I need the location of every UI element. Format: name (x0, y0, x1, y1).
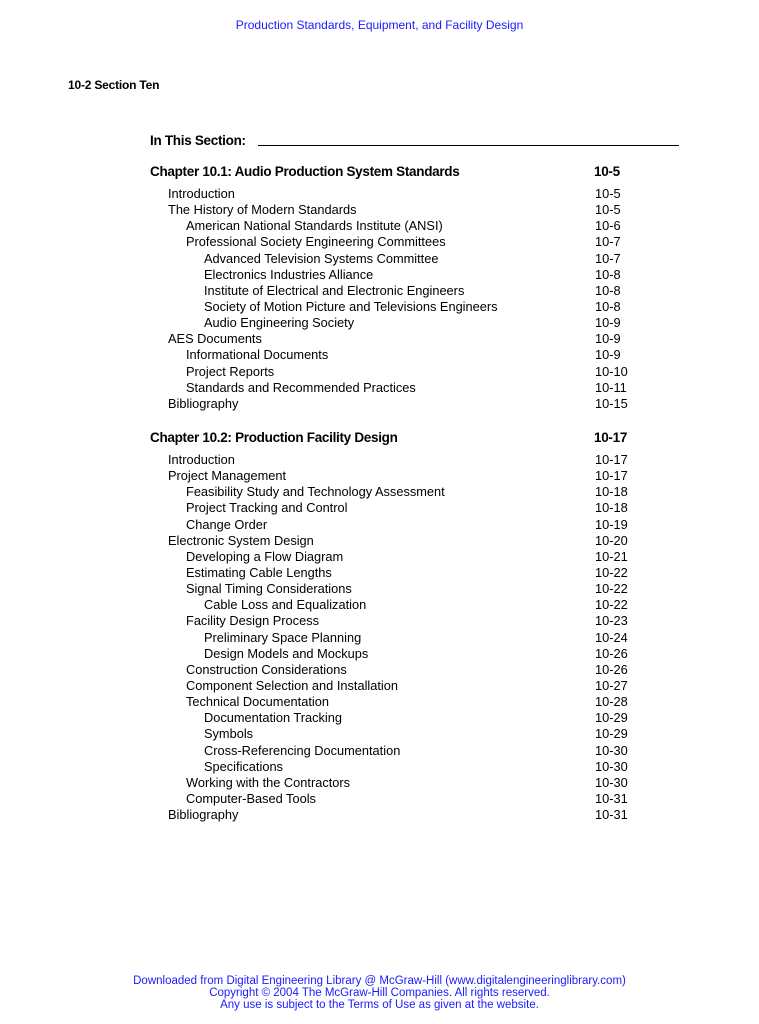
toc-entry-list (150, 452, 630, 823)
toc-entry (150, 775, 630, 791)
toc-entry-page: 10-17 (595, 468, 628, 484)
toc-entry-page: 10-22 (595, 597, 628, 613)
toc-entry-title: Introduction (168, 452, 235, 467)
toc-entry-page: 10-30 (595, 758, 628, 774)
toc-entry-title: Change Order (186, 516, 268, 532)
toc-entry-page: 10-31 (595, 790, 628, 806)
in-this-section-label: In This Section: (150, 133, 246, 148)
toc-entry-title: Standards and Recommended Practices (186, 379, 416, 395)
toc-entry-title: Institute of Electrical and Electronic Engineers (204, 282, 465, 298)
toc-entry-title: The History of Modern Standards (168, 202, 357, 218)
toc-entry-page: 10-15 (595, 395, 628, 411)
toc-entry-title: Project Tracking and Control (186, 500, 348, 516)
toc-entry-page: 10-21 (595, 548, 628, 564)
toc-entry-page: 10-26 (595, 661, 628, 677)
toc-entry-title: Signal Timing Considerations (186, 581, 352, 597)
toc-entry-title: Advanced Television Systems Committee (204, 250, 439, 266)
toc-entry-page: 10-29 (595, 726, 628, 742)
chapter-title: Chapter 10.2: Production Facility Design (150, 430, 398, 445)
toc-entry (150, 484, 630, 500)
toc-entry (150, 283, 630, 299)
toc-entry-page: 10-7 (595, 250, 621, 266)
toc-entry-page: 10-10 (595, 363, 628, 379)
toc-entry-page: 10-22 (595, 581, 628, 597)
toc-entry (150, 662, 630, 678)
toc-entry-title: Symbols (204, 726, 254, 742)
toc-entry (150, 759, 630, 775)
toc-entry-title: Developing a Flow Diagram (186, 548, 344, 564)
toc-entry (150, 581, 630, 597)
toc-entry (150, 710, 630, 726)
toc-entry-title: Society of Motion Picture and Televisions Engineers (204, 298, 498, 314)
toc-entry-title: Specifications (204, 758, 283, 774)
toc-entry (150, 364, 630, 380)
toc-entry-title: Informational Documents (186, 347, 329, 363)
heading-rule (258, 145, 679, 146)
toc-entry-title: Working with the Contractors (186, 774, 351, 790)
toc-entry-title: Technical Documentation (186, 694, 329, 710)
toc-entry-page: 10-30 (595, 774, 628, 790)
toc-entry-page: 10-30 (595, 742, 628, 758)
page-header: 10-2 Section Ten (68, 78, 160, 92)
toc-entry-page: 10-27 (595, 677, 628, 693)
toc-entry-title: Preliminary Space Planning (204, 629, 362, 645)
toc-entry-page: 10-6 (595, 218, 621, 234)
toc-entry-list (150, 186, 630, 412)
toc-entry-page: 10-22 (595, 564, 628, 580)
toc-entry-page: 10-8 (595, 298, 621, 314)
toc-entry (150, 315, 630, 331)
toc-entry (150, 694, 630, 710)
toc-entry (150, 791, 630, 807)
toc-entry (150, 517, 630, 533)
toc-entry (150, 396, 630, 412)
toc-entry-title: Bibliography (168, 807, 239, 823)
toc-entry-page: 10-23 (595, 613, 628, 629)
chapter-page-number: 10-5 (594, 164, 620, 179)
footer-terms-line[interactable]: Any use is subject to the Terms of Use as given at the website. (220, 998, 539, 1011)
footer-download-line[interactable]: Downloaded from Digital Engineering Library @ McGraw-Hill (www.digitalengineeringlibrary.com) (133, 975, 626, 987)
toc-entry-page: 10-17 (595, 452, 628, 467)
toc-entry-page: 10-5 (595, 202, 621, 218)
top-banner: Production Standards, Equipment, and Facility Design (235, 18, 524, 32)
toc-entry (150, 202, 630, 218)
toc-entry (150, 186, 630, 202)
toc-entry-page: 10-9 (595, 347, 621, 363)
toc-entry-page: 10-8 (595, 282, 621, 298)
toc-entry-page: 10-31 (595, 807, 628, 823)
toc-entry-title: Computer-Based Tools (186, 790, 316, 806)
toc-entry (150, 533, 630, 549)
toc-entry (150, 234, 630, 250)
footer-notice (0, 976, 759, 1011)
toc-entry (150, 646, 630, 662)
toc-entry (150, 452, 630, 468)
toc-entry-title: Feasibility Study and Technology Assessment (186, 484, 445, 500)
toc-entry-title: Professional Society Engineering Committees (186, 234, 446, 250)
toc-entry-page: 10-5 (595, 186, 621, 201)
toc-entry (150, 597, 630, 613)
chapter-title: Chapter 10.1: Audio Production System Standards (150, 164, 460, 179)
toc-entry-page: 10-19 (595, 516, 628, 532)
toc-entry-title: Project Management (168, 468, 287, 484)
chapter-heading (150, 164, 630, 186)
toc-entry-title: Cable Loss and Equalization (204, 597, 367, 613)
toc-entry-title: Documentation Tracking (204, 710, 342, 726)
toc-entry (150, 380, 630, 396)
toc-entry-page: 10-24 (595, 629, 628, 645)
toc-entry-page: 10-26 (595, 645, 628, 661)
toc-entry-page: 10-28 (595, 694, 628, 710)
toc-entry-page: 10-11 (595, 379, 627, 395)
toc-entry (150, 549, 630, 565)
toc-entry (150, 218, 630, 234)
toc-entry (150, 613, 630, 629)
toc-entry-title: Electronics Industries Alliance (204, 266, 374, 282)
chapter-page-number: 10-17 (594, 430, 628, 445)
toc-entry-title: Introduction (168, 186, 235, 201)
toc-entry (150, 267, 630, 283)
toc-entry-title: Bibliography (168, 395, 239, 411)
toc-entry-title: Project Reports (186, 363, 275, 379)
in-this-section-heading (150, 130, 679, 148)
chapter-heading (150, 430, 630, 452)
chapter-toc-10-2 (150, 430, 630, 823)
toc-entry-title: Design Models and Mockups (204, 645, 369, 661)
toc-entry (150, 251, 630, 267)
toc-entry-page: 10-18 (595, 500, 628, 516)
chapter-toc-10-1 (150, 164, 630, 412)
toc-entry (150, 678, 630, 694)
toc-entry-page: 10-8 (595, 266, 621, 282)
toc-entry-page: 10-9 (595, 315, 621, 331)
footer-copyright-line: Copyright © 2004 The McGraw-Hill Companies. All rights reserved. (209, 986, 550, 999)
toc-entry (150, 630, 630, 646)
toc-entry (150, 468, 630, 484)
toc-entry-title: Estimating Cable Lengths (186, 564, 332, 580)
toc-entry-page: 10-7 (595, 234, 621, 250)
toc-entry-page: 10-9 (595, 331, 621, 347)
toc-entry (150, 347, 630, 363)
toc-entry (150, 726, 630, 742)
toc-entry-title: Facility Design Process (186, 613, 319, 629)
toc-entry-title: Electronic System Design (168, 532, 314, 548)
toc-entry-title: Component Selection and Installation (186, 677, 398, 693)
toc-entry-page: 10-29 (595, 710, 628, 726)
toc-entry-page: 10-20 (595, 532, 628, 548)
toc-entry (150, 807, 630, 823)
toc-entry-title: Construction Considerations (186, 661, 347, 677)
toc-entry-title: Audio Engineering Society (204, 315, 355, 331)
toc-entry-title: Cross-Referencing Documentation (204, 742, 401, 758)
toc-entry (150, 500, 630, 516)
toc-entry (150, 299, 630, 315)
toc-entry-title: AES Documents (168, 331, 262, 347)
toc-entry-page: 10-18 (595, 484, 628, 500)
toc-entry (150, 331, 630, 347)
toc-entry (150, 743, 630, 759)
toc-entry-title: American National Standards Institute (ANSI) (186, 218, 443, 234)
toc-entry (150, 565, 630, 581)
